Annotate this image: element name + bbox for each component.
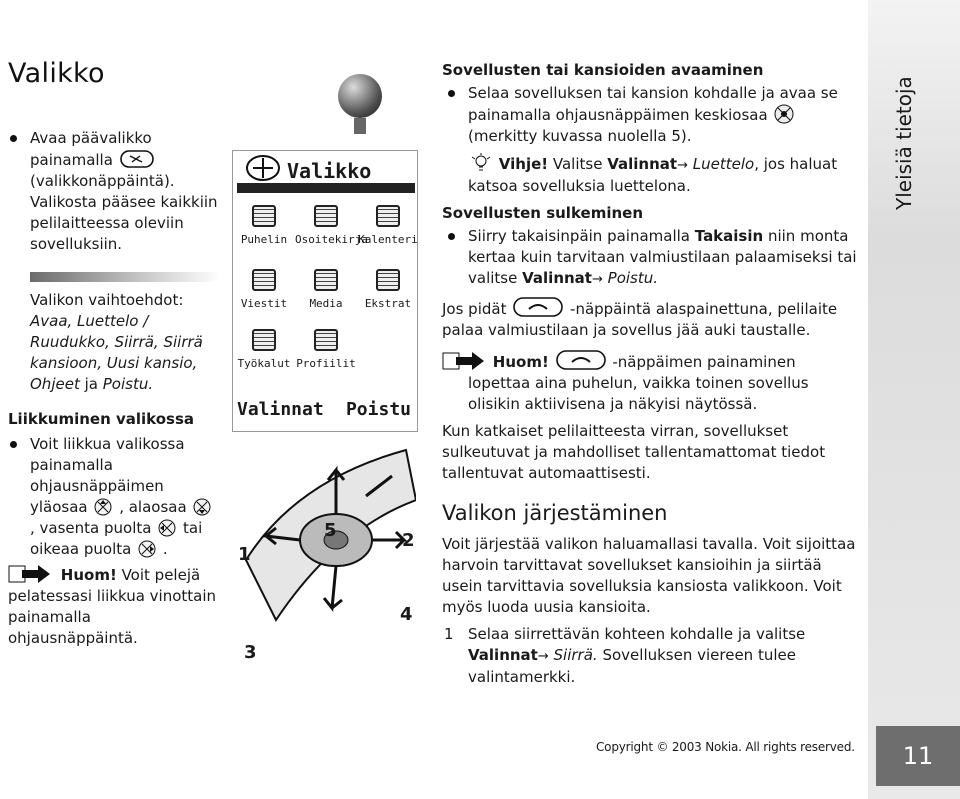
navigation-bullet — [8, 434, 220, 560]
label-2: 2 — [402, 530, 415, 551]
app-label: Työkalut — [237, 357, 291, 370]
label-5: 5 — [324, 520, 337, 541]
phone-illustration — [228, 60, 424, 700]
app-ekstrat — [357, 269, 419, 310]
app-osoitekirja — [295, 205, 368, 246]
phone-screen — [232, 150, 418, 432]
tip-block — [442, 153, 860, 197]
phone-icon — [252, 205, 276, 227]
center-key-icon — [774, 104, 794, 124]
app-label: Kalenteri — [358, 233, 418, 246]
app-label: Media — [309, 297, 343, 310]
tip-luettelo: Luettelo — [692, 155, 755, 173]
section-tab-label-wrap — [890, 60, 920, 210]
step-text-b: Sovelluksen viereen tulee valintamerkki. — [468, 646, 796, 686]
media-icon — [314, 269, 338, 291]
open-apps-text-a: Selaa sovelluksen tai kansion kohdalle ja avaa se painamalla ohjausnäppäimen keskiosaa — [468, 84, 838, 124]
screen-title: Valikko — [287, 159, 372, 183]
end-key-icon — [556, 349, 606, 371]
tip-text-b: , jos haluat katsoa sovelluksia luettelona. — [468, 155, 838, 195]
open-menu-tail: (valikkonäppäintä). Valikosta pääsee kaikkiin pelilaitteessa oleviin sovelluksiin. — [30, 172, 218, 253]
globe-icon — [338, 74, 382, 118]
step-valinnat: Valinnat — [468, 646, 538, 664]
profiles-icon — [314, 329, 338, 351]
note-text: Voit pelejä pelatessasi liikkua vinottain painamalla ohjausnäppäintä. — [8, 566, 217, 647]
arrow-icon: → — [677, 158, 688, 173]
label-4: 4 — [400, 604, 413, 625]
close-text-b: niin monta kertaa kuin tarvitaan valmiustilaan palaamiseksi tai valitse — [468, 227, 857, 287]
app-kalenteri — [357, 205, 419, 246]
label-1: 1 — [238, 544, 251, 565]
tip-text-a: Valitse — [552, 155, 603, 173]
arrow-icon: → — [537, 649, 549, 664]
navigation-heading: Liikkuminen valikossa — [8, 410, 195, 428]
tools-icon — [252, 329, 276, 351]
extras-icon — [376, 269, 400, 291]
power-off-paragraph: Kun katkaiset pelilaitteesta virran, sovellukset sulkeutuvat ja mahdolliset tallentamattomat tiedot tallentuvat automaattisesti. — [442, 422, 826, 482]
address-book-icon — [314, 205, 338, 227]
section-tab-label: Yleisiä tietoja — [892, 76, 916, 210]
close-text-a: Siirry takaisinpäin painamalla — [468, 227, 690, 245]
close-valinnat: Valinnat — [522, 269, 592, 287]
warning-text: -näppäimen painaminen lopettaa aina puhelun, vaikka toinen sovellus olisikin aktiivisena ja näkyisi näytössä. — [468, 353, 809, 413]
app-puhelin — [233, 205, 295, 246]
page-number: 11 — [876, 726, 960, 786]
options-last: Poistu. — [102, 375, 154, 393]
open-apps-bullet — [442, 83, 860, 147]
calendar-icon — [376, 205, 400, 227]
app-label: Viestit — [240, 297, 288, 310]
end-key-text-b: -näppäintä alaspainettuna, pelilaite palaa valmiustilaan ja sovellus jää auki taustalle. — [442, 300, 838, 339]
end-key-icon — [513, 296, 563, 318]
open-menu-text: Avaa päävalikko painamalla — [30, 129, 152, 169]
open-menu-bullet — [8, 128, 220, 255]
note-arrow-icon — [442, 351, 486, 371]
menu-options — [8, 290, 220, 395]
app-viestit — [233, 269, 295, 310]
lightbulb-icon — [470, 153, 492, 173]
warning-label: Huom! — [492, 353, 549, 371]
right-column — [442, 60, 860, 688]
options-intro: Valikon vaihtoehdot: — [30, 291, 184, 309]
app-label: Profiilit — [296, 357, 356, 370]
note-label: Huom! — [60, 566, 117, 584]
options-list: Avaa, Luettelo / Ruudukko, Siirrä, Siirrä kansioon, Uusi kansio, Ohjeet — [30, 312, 203, 393]
copyright-footer: Copyright © 2003 Nokia. All rights reserved. — [596, 740, 855, 754]
scroll-left-icon — [158, 519, 176, 537]
arrange-menu-paragraph: Voit järjestää valikon haluamallasi tavalla. Voit sijoittaa harvoin tarvittavat sovellukset kansioihin ja siirtää usein tarvittavia sovelluksia kansiosta valikkoon. Voit myös luoda uusia kansioita. — [442, 535, 856, 616]
step-1 — [442, 624, 860, 688]
close-apps-heading: Sovellusten sulkeminen — [442, 204, 643, 222]
warning-block — [442, 349, 860, 415]
close-poistu: Poistu. — [607, 269, 659, 287]
step-text-a: Selaa siirrettävän kohteen kohdalle ja valitse — [468, 625, 806, 643]
tip-label: Vihje! — [498, 155, 549, 173]
menu-icon — [245, 153, 281, 183]
scroll-right-icon — [138, 540, 156, 558]
close-apps-bullet — [442, 226, 860, 290]
left-column — [8, 56, 220, 649]
messages-icon — [252, 269, 276, 291]
nav-text-e: . — [162, 540, 168, 558]
app-label: Osoitekirja — [295, 233, 368, 246]
note-arrow-icon — [8, 564, 52, 584]
nav-text-a: Voit liikkua valikossa painamalla ohjausnäppäimen yläosaa — [30, 435, 185, 516]
arrange-menu-title: Valikon järjestäminen — [442, 501, 668, 525]
divider-bar — [30, 272, 220, 282]
app-label: Ekstrat — [364, 297, 412, 310]
step-siirra: Siirrä. — [553, 646, 598, 664]
nav-text-b: , alaosaa — [119, 498, 187, 516]
scroll-down-icon — [193, 498, 211, 516]
menu-key-icon — [120, 149, 154, 169]
screen-bar — [237, 183, 415, 193]
arrow-icon: → — [591, 272, 603, 287]
globe-stand — [354, 118, 366, 134]
app-media — [295, 269, 357, 310]
app-profiilit — [295, 329, 357, 370]
keypad-illustration — [236, 440, 416, 680]
nav-text-c: , vasenta puolta — [30, 519, 152, 537]
app-tyokalut — [233, 329, 295, 370]
scroll-up-icon — [94, 498, 112, 516]
end-key-paragraph — [442, 296, 860, 341]
app-label: Puhelin — [240, 233, 288, 246]
close-takaisin: Takaisin — [694, 227, 764, 245]
softkey-left: Valinnat — [237, 399, 324, 420]
open-apps-text-b: (merkitty kuvassa nuolella 5). — [468, 127, 692, 145]
step-number: 1 — [444, 625, 454, 643]
options-ja: ja — [84, 375, 98, 393]
nav-text-d: tai oikeaa puolta — [30, 519, 203, 558]
open-apps-heading: Sovellusten tai kansioiden avaaminen — [442, 61, 764, 79]
end-key-text-a: Jos pidät — [442, 300, 507, 318]
page-title: Valikko — [8, 58, 105, 89]
note-block — [8, 564, 220, 649]
softkey-right: Poistu — [345, 399, 411, 420]
label-3: 3 — [244, 642, 257, 663]
tip-valinnat: Valinnat — [607, 155, 678, 173]
